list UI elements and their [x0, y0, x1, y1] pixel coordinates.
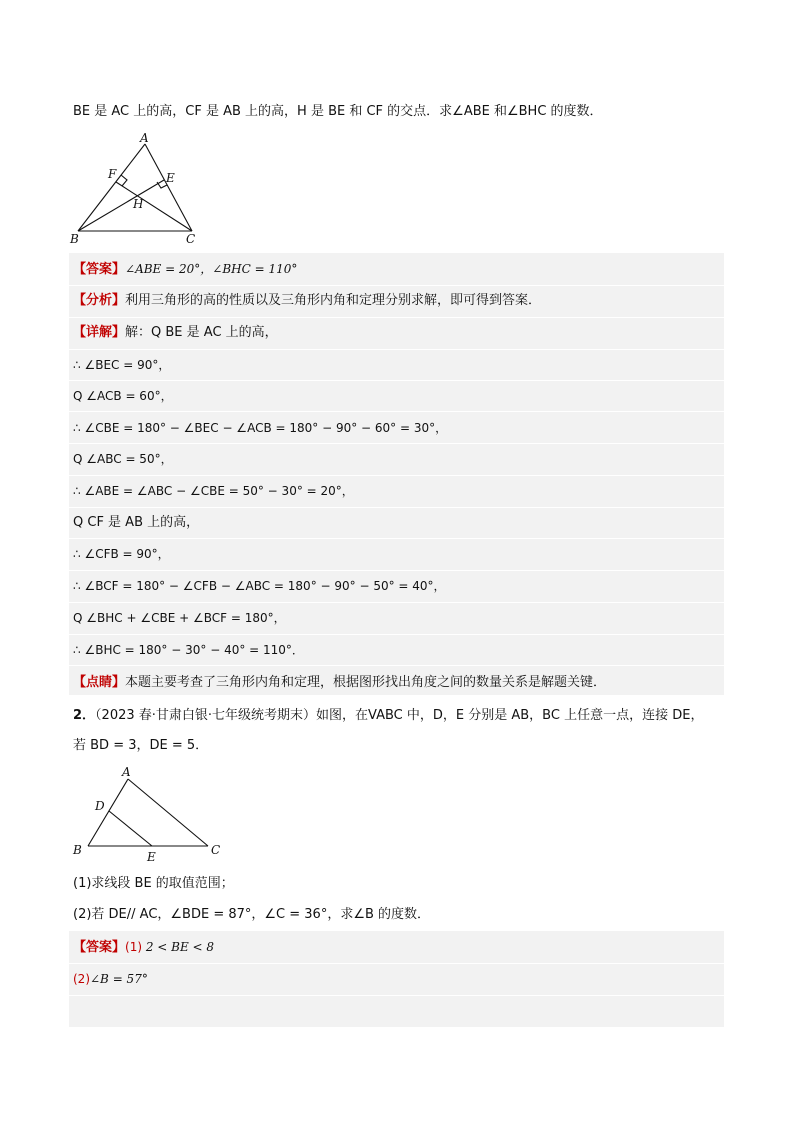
q1-solution-panel [69, 253, 724, 695]
detail-line: ∴ ∠BHC = 180° − 30° − 40° = 110°． [73, 643, 304, 657]
segment-de [109, 811, 152, 846]
right-angle-f [121, 175, 127, 186]
answer-tag: 【答案】 [73, 262, 126, 277]
analysis-tag: 【分析】 [73, 293, 126, 308]
detail-tag: 【详解】 [73, 325, 126, 340]
detail-line: ∴ ∠ABE = ∠ABC − ∠CBE = 50° − 30° = 20°， [73, 484, 354, 498]
q1-answer-row [73, 259, 720, 280]
label-h: H [133, 197, 144, 211]
q2-number: 2． [73, 708, 96, 723]
detail-line: ∴ ∠CFB = 90°， [73, 547, 170, 561]
label-e: E [147, 850, 156, 864]
q2-triangle-figure [66, 762, 236, 868]
q2-answer2-label: (2) [73, 972, 90, 986]
label-f: F [108, 167, 117, 181]
q1-analysis-row [73, 291, 720, 311]
q2-source: （2023 春·甘肃白银·七年级统考期末） [95, 708, 317, 723]
q1-comment-row [73, 673, 720, 693]
q1-detail-row [73, 323, 720, 343]
q2-prompt: 如图，在VABC 中，D，E 分别是 AB，BC 上任意一点，连接 DE， [316, 708, 704, 723]
label-b: B [73, 843, 82, 857]
q1-answer: ∠ABE = 20°，∠BHC = 110° [125, 262, 298, 276]
detail-line: Q CF 是 AB 上的高， [73, 515, 200, 530]
detail-line: ∴ ∠CBE = 180° − ∠BEC − ∠ACB = 180° − 90° − 60° = 30°， [73, 421, 448, 435]
q1-triangle-figure [66, 130, 206, 248]
detail-line: ∴ ∠BEC = 90°， [73, 358, 171, 372]
q2-answer1-label: (1) [125, 940, 143, 954]
detail-line: Q ∠ABC = 50°， [73, 452, 173, 466]
altitude-cf [116, 182, 192, 231]
label-b: B [70, 232, 79, 246]
q2-sub2: (2)若 DE// AC，∠BDE = 87°，∠C = 36°，求∠B 的度数． [73, 907, 431, 922]
q1-comment: 本题主要考查了三角形内角和定理，根据图形找出角度之间的数量关系是解题关键． [125, 675, 607, 690]
detail-line: Q ∠BHC + ∠CBE + ∠BCF = 180°， [73, 611, 286, 625]
answer-tag: 【答案】 [73, 940, 126, 955]
q2-prompt2: 若 BD = 3，DE = 5． [73, 738, 209, 753]
detail-line: ∴ ∠BCF = 180° − ∠CFB − ∠ABC = 180° − 90° − 50° = 40°， [73, 579, 446, 593]
label-e: E [166, 171, 175, 185]
q1-prompt: BE 是 AC 上的高，CF 是 AB 上的高，H 是 BE 和 CF 的交点．求∠ABE 和∠BHC 的度数． [73, 104, 603, 119]
altitude-be [78, 180, 164, 231]
label-c: C [211, 843, 221, 857]
label-c: C [186, 232, 196, 246]
label-d: D [95, 799, 105, 813]
label-a: A [140, 131, 149, 145]
detail-line: 解：Q BE 是 AC 上的高， [125, 325, 278, 340]
q2-answer-row [73, 937, 720, 958]
q2-prompt-line [73, 706, 703, 726]
q2-answer2: ∠B = 57° [90, 972, 148, 986]
label-a: A [122, 765, 131, 779]
q1-analysis: 利用三角形的高的性质以及三角形内角和定理分别求解，即可得到答案． [125, 293, 542, 308]
q2-sub1: (1)求线段 BE 的取值范围； [73, 876, 234, 891]
q2-answer2-row [73, 969, 720, 989]
side-ab [88, 779, 128, 846]
side-ab [78, 144, 145, 231]
comment-tag: 【点睛】 [73, 675, 126, 690]
detail-line: Q ∠ACB = 60°， [73, 389, 173, 403]
q2-answer1: 2 < BE < 8 [145, 940, 215, 954]
